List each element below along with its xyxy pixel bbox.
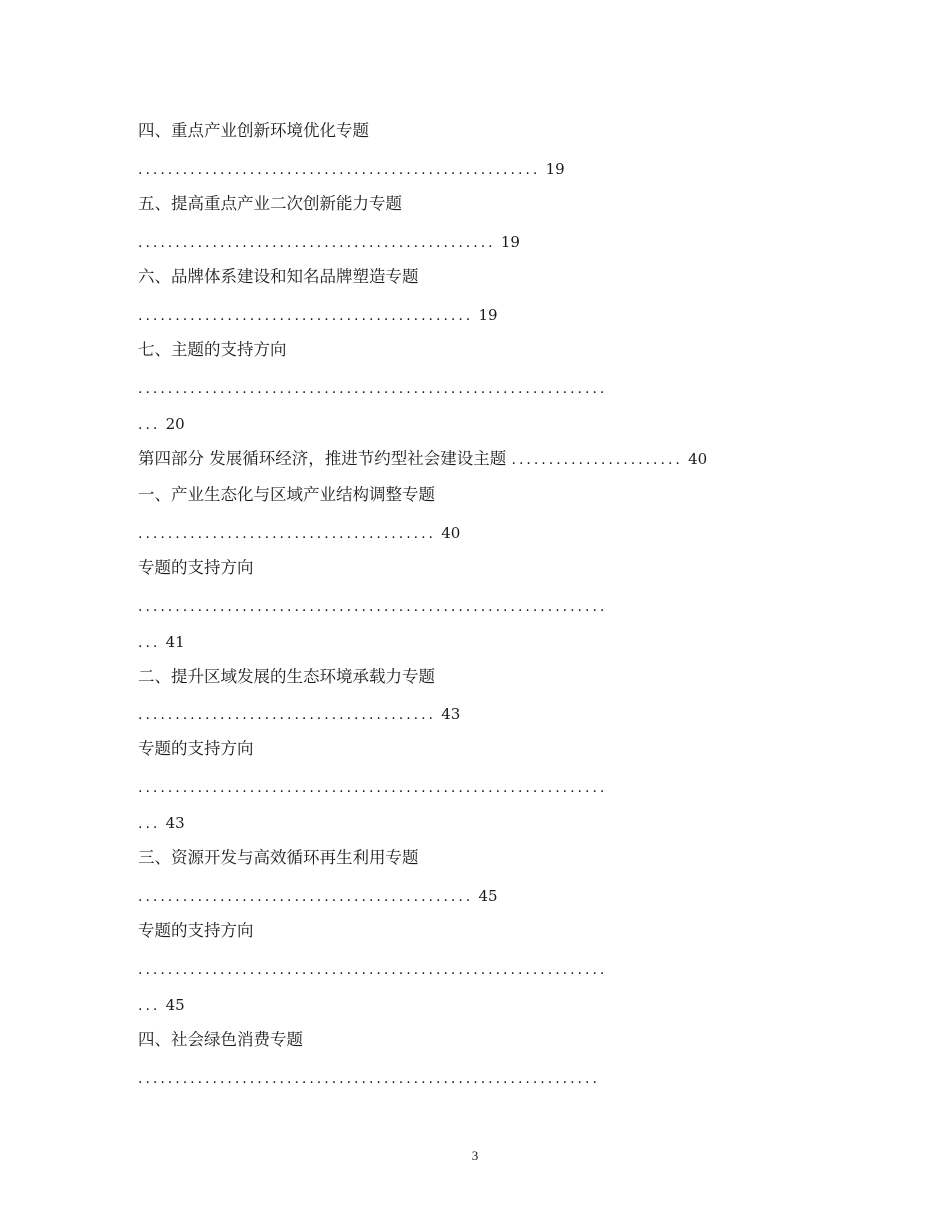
toc-entry-title: 二、提升区域发展的生态环境承载力专题 [138,667,435,686]
toc-page-number: 19 [478,306,498,324]
toc-entry-title: 四、重点产业创新环境优化专题 [138,121,369,140]
toc-page-number: 45 [478,887,498,905]
toc-entry-leader-line [138,776,607,798]
toc-entry-leader-line [138,231,520,253]
toc-page-number: 43 [441,705,461,723]
toc-dot-leader: ............................................. [138,889,474,905]
toc-entry-title: 专题的支持方向 [138,921,254,940]
toc-entry-title: 四、社会绿色消费专题 [138,1030,303,1049]
toc-dot-leader: .............................................................. [138,1071,600,1087]
toc-entry-leader-line [138,158,565,180]
toc-dot-leader: ............................................. [138,308,474,324]
toc-entry-title: 专题的支持方向 [138,558,254,577]
toc-entry-leader-line [138,304,498,326]
toc-dot-leader: ........................................ [138,526,437,542]
toc-page-number: 20 [165,415,185,433]
toc-dot-leader: ... [138,417,161,433]
toc-entry-leader-line [138,703,460,725]
toc-entry-title: 六、品牌体系建设和知名品牌塑造专题 [138,267,419,286]
toc-entry-continuation [138,631,185,653]
toc-entry-title: 专题的支持方向 [138,739,254,758]
toc-dot-leader: ... [138,998,161,1014]
toc-page-number: 41 [165,633,185,651]
toc-entry-title: 七、主题的支持方向 [138,340,287,359]
toc-page-number: 19 [500,233,520,251]
toc-entry-leader-line [138,522,460,544]
toc-entry-continuation [138,994,185,1016]
toc-dot-leader: ............................................................... [138,381,608,397]
toc-dot-leader: ....................... [511,452,683,468]
toc-dot-leader: ............................................................... [138,599,608,615]
toc-dot-leader: ............................................................... [138,780,608,796]
toc-dot-leader: ................................................ [138,235,496,251]
toc-page-number: 43 [165,814,185,832]
toc-entry-leader-line [138,958,607,980]
toc-entry-leader-line [138,595,607,617]
toc-dot-leader: ... [138,816,161,832]
toc-entry-continuation [138,413,185,435]
toc-page-number: 45 [165,996,185,1014]
toc-entry-title: 三、资源开发与高效循环再生利用专题 [138,848,419,867]
toc-entry-continuation [138,812,185,834]
toc-entry-leader-line [138,1067,600,1089]
toc-entry-leader-line [138,377,607,399]
toc-page-number: 40 [441,524,461,542]
toc-dot-leader: ...................................................... [138,162,541,178]
toc-page-number: 40 [688,450,708,468]
toc-entry-title: 五、提高重点产业二次创新能力专题 [138,194,402,213]
toc-entry-title: 第四部分 发展循环经济，推进节约型社会建设主题 [138,449,507,468]
toc-part-entry [138,448,707,470]
page-footer-number: 3 [471,1148,479,1163]
toc-dot-leader: ... [138,635,161,651]
toc-page-number: 19 [545,160,565,178]
toc-entry-leader-line [138,885,498,907]
toc-dot-leader: ........................................ [138,707,437,723]
toc-dot-leader: ............................................................... [138,962,608,978]
toc-entry-title: 一、产业生态化与区域产业结构调整专题 [138,485,435,504]
